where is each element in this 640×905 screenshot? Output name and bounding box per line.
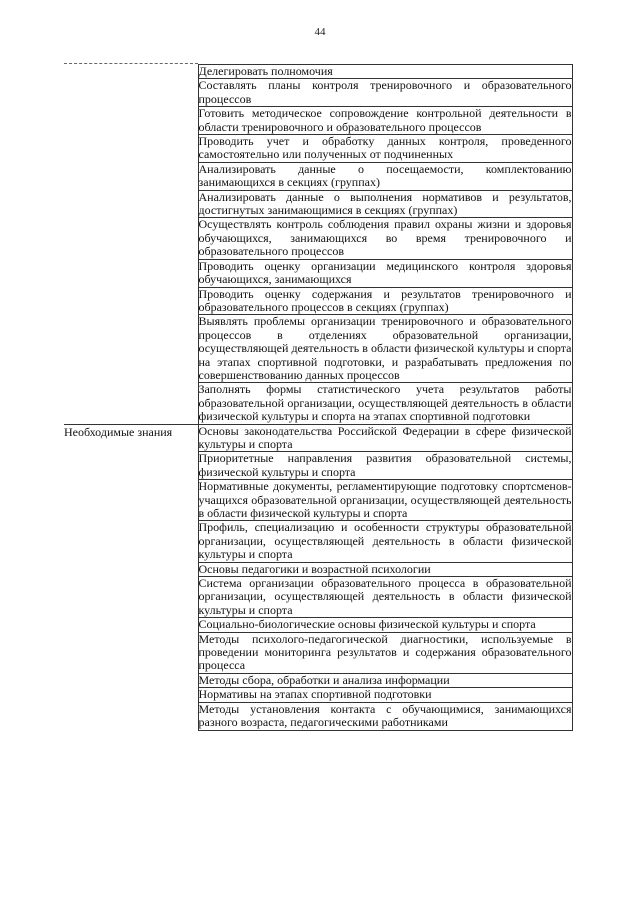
requirement-cell: Анализировать данные о выполнения нормативов и результатов, достигнутых занимающимися в секциях (группах): [198, 189, 572, 218]
requirement-cell: Проводить учет и обработку данных контроля, проведенного самостоятельно или полученных от подчиненных: [198, 134, 572, 162]
requirement-cell: Выявлять проблемы организации тренировочного и образовательного процессов в отделениях образовательной организации, осуществляющей деятельность в области физической культуры и спорта на этапах спортивной подготовки, и разрабатывать предложения по совершенствованию данных процессов: [198, 314, 572, 382]
section-label: [64, 65, 198, 425]
requirement-cell: Приоритетные направления развития образовательной системы, физической культуры и спорта: [198, 451, 572, 479]
requirement-cell: Социально-биологические основы физической культуры и спорта: [198, 618, 572, 632]
table-row: [64, 65, 572, 79]
requirement-cell: Осуществлять контроль соблюдения правил охраны жизни и здоровья обучающихся, занимающихся во время тренировочного и образовательного процессов: [198, 217, 572, 259]
requirement-cell: Делегировать полномочия: [198, 65, 572, 79]
requirement-cell: Основы педагогики и возрастной психологии: [198, 562, 572, 576]
requirement-cell: Нормативы на этапах спортивной подготовки: [198, 688, 572, 702]
requirement-cell: Нормативные документы, регламентирующие подготовку спортсменов-учащихся образовательной организации, осуществляющей деятельность в области физической культуры и спорта: [198, 479, 572, 520]
section-label: Необходимые знания: [64, 424, 198, 730]
requirement-cell: Система организации образовательного процесса в образовательной организации, осуществляющей деятельность в области физической культуры и спорта: [198, 576, 572, 617]
requirement-cell: Анализировать данные о посещаемости, комплектованию занимающихся в секциях (группах): [198, 161, 572, 190]
requirement-cell: Проводить оценку организации медицинского контроля здоровья обучающихся, занимающихся: [198, 258, 572, 287]
competency-table-body: [64, 65, 572, 731]
requirement-cell: Методы сбора, обработки и анализа информации: [198, 673, 572, 687]
competency-table: [64, 64, 573, 731]
requirement-cell: Заполнять формы статистического учета результатов работы образовательной организации, осуществляющей деятельность в области физической культуры и спорта на этапах спортивной подготовки: [198, 382, 572, 424]
requirement-cell: Основы законодательства Российской Федерации в сфере физической культуры и спорта: [198, 423, 572, 451]
requirement-cell: Составлять планы контроля тренировочного и образовательного процессов: [198, 78, 572, 106]
table-row: [64, 424, 572, 452]
requirement-cell: Методы установления контакта с обучающимися, занимающихся разного возраста, педагогическими работниками: [198, 701, 572, 730]
page-number: 44: [314, 26, 326, 38]
requirement-cell: Методы психолого-педагогической диагностики, используемые в проведении мониторинга результатов и содержания образовательного процесса: [198, 631, 572, 673]
requirement-cell: Проводить оценку содержания и результатов тренировочного и образовательного процессов в секциях (группах): [198, 286, 572, 314]
requirement-cell: Профиль, специализацию и особенности структуры образовательной организации, осуществляющей деятельность в области физической культуры и спорта: [198, 520, 572, 562]
requirement-cell: Готовить методическое сопровождение контрольной деятельности в области тренировочного и образовательного процессов: [198, 106, 572, 134]
